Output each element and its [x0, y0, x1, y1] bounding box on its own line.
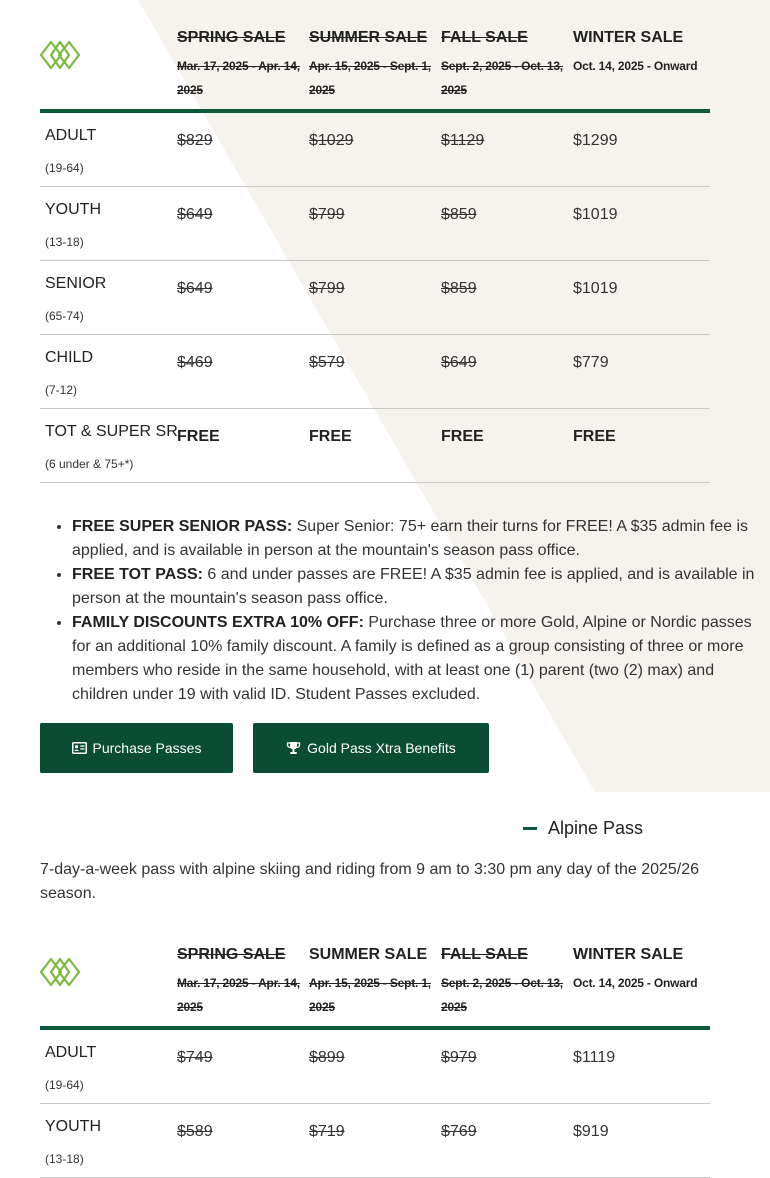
spring-sale-dates: Mar. 17, 2025 - Apr. 14, 2025: [177, 59, 300, 97]
pricing-table-alpine: [40, 917, 710, 1178]
gold-pass-benefits-button[interactable]: [253, 723, 489, 773]
table-header: [40, 0, 710, 113]
alpine-pass-title: Alpine Pass: [548, 818, 644, 838]
table-row-adult: [40, 113, 710, 187]
collapse-minus-icon: [523, 827, 537, 830]
fall-sale-title: FALL SALE: [441, 946, 528, 963]
winter-sale-dates: Oct. 14, 2025 - Onward: [573, 59, 698, 73]
list-item: [72, 563, 762, 611]
purchase-passes-button[interactable]: [40, 723, 233, 773]
gold-pass-benefits-label: Gold Pass Xtra Benefits: [307, 740, 456, 756]
winter-sale-title: WINTER SALE: [573, 29, 684, 46]
price-fall: $769: [441, 1123, 477, 1140]
price-summer: $719: [309, 1123, 345, 1140]
table-row-youth: [40, 187, 710, 261]
row-label: ADULT: [45, 1044, 97, 1061]
fall-sale-dates: Sept. 2, 2025 - Oct. 13, 2025: [441, 976, 563, 1014]
table-row-adult: [40, 1030, 710, 1104]
price-summer: $899: [309, 1049, 345, 1066]
column-header-spring: [177, 943, 309, 1019]
price-spring: $469: [177, 354, 213, 371]
spring-sale-title: SPRING SALE: [177, 29, 286, 46]
row-label: TOT & SUPER SR: [45, 423, 178, 440]
note-heading: FAMILY DISCOUNTS EXTRA 10% OFF:: [72, 614, 364, 631]
price-winter: $1019: [573, 206, 618, 223]
row-age-range: (19-64): [45, 161, 84, 175]
column-header-spring: [177, 26, 309, 102]
column-header-fall: [441, 26, 573, 102]
price-winter: FREE: [573, 428, 616, 445]
table-row-senior: [40, 261, 710, 335]
price-fall: $649: [441, 354, 477, 371]
list-item: [72, 515, 762, 563]
table-header: [40, 917, 710, 1030]
column-header-summer: [309, 943, 441, 1019]
price-spring: $649: [177, 206, 213, 223]
id-card-icon: [72, 742, 87, 754]
note-text: 6 and under passes are FREE! A $35 admin fee is applied, and is available in person at the mountain's season pass office.: [72, 566, 755, 607]
price-summer: $579: [309, 354, 345, 371]
fall-sale-title: FALL SALE: [441, 29, 528, 46]
summer-sale-dates: Apr. 15, 2025 - Sept. 1, 2025: [309, 59, 431, 97]
price-fall: $979: [441, 1049, 477, 1066]
price-spring: FREE: [177, 428, 220, 445]
row-label: YOUTH: [45, 201, 101, 218]
note-heading: FREE TOT PASS:: [72, 566, 203, 583]
spring-sale-title: SPRING SALE: [177, 946, 286, 963]
note-heading: FREE SUPER SENIOR PASS:: [72, 518, 293, 535]
alpine-pass-description: 7-day-a-week pass with alpine skiing and riding from 9 am to 3:30 pm any day of the 2025/26 season.: [40, 861, 700, 902]
price-fall: $859: [441, 206, 477, 223]
column-header-winter: [573, 943, 705, 995]
alpine-pass-accordion-toggle[interactable]: [523, 818, 643, 839]
row-age-range: (7-12): [45, 383, 78, 397]
summer-sale-dates: Apr. 15, 2025 - Sept. 1, 2025: [309, 976, 431, 1014]
price-fall: $1129: [441, 132, 485, 149]
column-header-fall: [441, 943, 573, 1019]
trophy-icon: [286, 741, 301, 755]
brand-logo-icon: [40, 37, 80, 73]
row-age-range: (65-74): [45, 309, 84, 323]
column-header-winter: [573, 26, 705, 78]
table-row-youth: [40, 1104, 710, 1178]
summer-sale-title: SUMMER SALE: [309, 946, 428, 963]
price-winter: $1299: [573, 132, 618, 149]
price-summer: $1029: [309, 132, 354, 149]
row-age-range: (6 under & 75+*): [45, 457, 134, 471]
price-fall: $859: [441, 280, 477, 297]
row-label: SENIOR: [45, 275, 107, 292]
list-item: [72, 611, 762, 707]
row-label: CHILD: [45, 349, 94, 366]
summer-sale-title: SUMMER SALE: [309, 29, 428, 46]
price-summer: $799: [309, 206, 345, 223]
column-header-summer: [309, 26, 441, 102]
price-winter: $1019: [573, 280, 618, 297]
winter-sale-dates: Oct. 14, 2025 - Onward: [573, 976, 698, 990]
price-winter: $779: [573, 354, 609, 371]
note-text: Purchase three or more Gold, Alpine or Nordic passes for an additional 10% family discount. A family is defined as a group consisting of three or more members who reside in the same household, with at least one (1) parent (two (2) max) and children under 19 with valid ID. Student Passes excluded.: [72, 614, 752, 703]
spring-sale-dates: Mar. 17, 2025 - Apr. 14, 2025: [177, 976, 300, 1014]
note-text: Super Senior: 75+ earn their turns for FREE! A $35 admin fee is applied, and is available in person at the mountain's season pass office.: [72, 518, 748, 559]
table-row-child: [40, 335, 710, 409]
price-spring: $829: [177, 132, 213, 149]
price-summer: FREE: [309, 428, 352, 445]
purchase-passes-label: Purchase Passes: [92, 740, 202, 756]
row-age-range: (13-18): [45, 235, 84, 249]
price-spring: $589: [177, 1123, 213, 1140]
brand-logo-icon: [40, 954, 80, 990]
winter-sale-title: WINTER SALE: [573, 946, 684, 963]
price-spring: $649: [177, 280, 213, 297]
price-spring: $749: [177, 1049, 213, 1066]
price-winter: $919: [573, 1123, 609, 1140]
price-summer: $799: [309, 280, 345, 297]
pricing-table-gold: [40, 0, 710, 483]
price-fall: FREE: [441, 428, 484, 445]
table-row-tot-super-senior: [40, 409, 710, 483]
row-age-range: (19-64): [45, 1078, 84, 1092]
fall-sale-dates: Sept. 2, 2025 - Oct. 13, 2025: [441, 59, 563, 97]
row-label: YOUTH: [45, 1118, 101, 1135]
pass-notes-list: [40, 515, 762, 707]
row-age-range: (13-18): [45, 1152, 84, 1166]
row-label: ADULT: [45, 127, 97, 144]
price-winter: $1119: [573, 1049, 616, 1066]
